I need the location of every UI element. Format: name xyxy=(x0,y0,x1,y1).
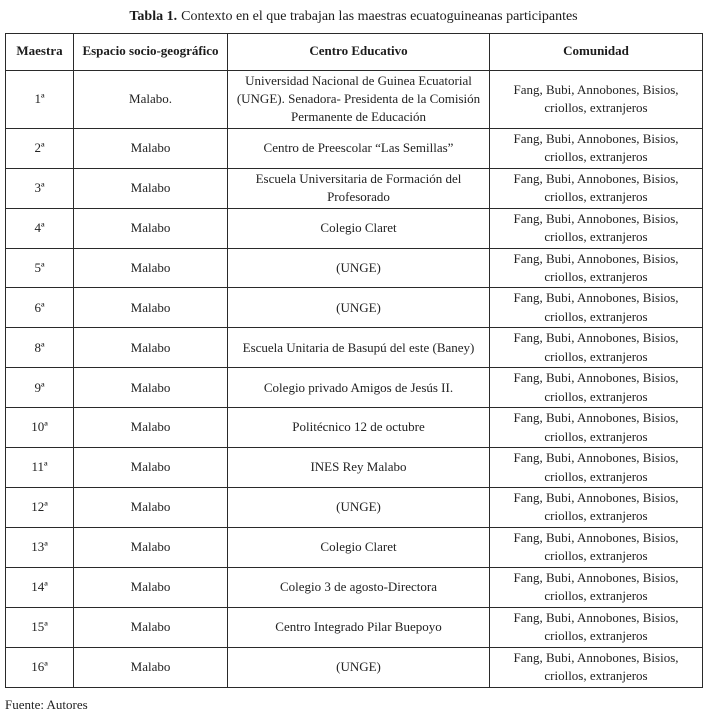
cell-centro: Centro de Preescolar “Las Semillas” xyxy=(228,128,490,168)
table-row xyxy=(6,607,703,647)
cell-comunidad: Fang, Bubi, Annobones, Bisios, criollos, extranjeros xyxy=(490,448,703,488)
table-caption xyxy=(5,8,702,26)
cell-maestra: 1ª xyxy=(6,70,74,128)
cell-comunidad: Fang, Bubi, Annobones, Bisios, criollos, extranjeros xyxy=(490,607,703,647)
column-header-espacio: Espacio socio-geográfico xyxy=(74,33,228,70)
cell-espacio: Malabo xyxy=(74,448,228,488)
table-row xyxy=(6,527,703,567)
cell-centro: (UNGE) xyxy=(228,288,490,328)
cell-maestra: 11ª xyxy=(6,448,74,488)
cell-comunidad: Fang, Bubi, Annobones, Bisios, criollos, extranjeros xyxy=(490,328,703,368)
table-row xyxy=(6,208,703,248)
cell-maestra: 5ª xyxy=(6,248,74,288)
cell-espacio: Malabo xyxy=(74,128,228,168)
cell-maestra: 15ª xyxy=(6,607,74,647)
table-row xyxy=(6,70,703,128)
cell-espacio: Malabo xyxy=(74,368,228,408)
table-row xyxy=(6,248,703,288)
cell-maestra: 2ª xyxy=(6,128,74,168)
column-header-centro: Centro Educativo xyxy=(228,33,490,70)
column-header-comunidad: Comunidad xyxy=(490,33,703,70)
cell-centro: Escuela Universitaria de Formación del Profesorado xyxy=(228,168,490,208)
cell-centro: Colegio 3 de agosto-Directora xyxy=(228,567,490,607)
cell-espacio: Malabo xyxy=(74,647,228,687)
cell-comunidad: Fang, Bubi, Annobones, Bisios, criollos, extranjeros xyxy=(490,208,703,248)
cell-maestra: 9ª xyxy=(6,368,74,408)
cell-comunidad: Fang, Bubi, Annobones, Bisios, criollos, extranjeros xyxy=(490,408,703,448)
cell-espacio: Malabo xyxy=(74,208,228,248)
source-note: Fuente: Autores xyxy=(5,696,88,712)
table-header xyxy=(6,33,703,70)
cell-centro: Colegio privado Amigos de Jesús II. xyxy=(228,368,490,408)
cell-comunidad: Fang, Bubi, Annobones, Bisios, criollos, extranjeros xyxy=(490,128,703,168)
cell-espacio: Malabo xyxy=(74,248,228,288)
cell-centro: Universidad Nacional de Guinea Ecuatorial (UNGE). Senadora- Presidenta de la Comisión Permanente de Educación xyxy=(228,70,490,128)
cell-espacio: Malabo xyxy=(74,567,228,607)
table-caption-text: Contexto en el que trabajan las maestras ecuatoguineanas participantes xyxy=(181,9,578,24)
cell-comunidad: Fang, Bubi, Annobones, Bisios, criollos, extranjeros xyxy=(490,70,703,128)
cell-comunidad: Fang, Bubi, Annobones, Bisios, criollos, extranjeros xyxy=(490,527,703,567)
table-row xyxy=(6,368,703,408)
table-row xyxy=(6,128,703,168)
cell-maestra: 6ª xyxy=(6,288,74,328)
table-caption-label: Tabla 1. xyxy=(129,9,178,24)
table-row xyxy=(6,328,703,368)
cell-espacio: Malabo xyxy=(74,607,228,647)
cell-espacio: Malabo xyxy=(74,488,228,528)
cell-comunidad: Fang, Bubi, Annobones, Bisios, criollos, extranjeros xyxy=(490,647,703,687)
cell-espacio: Malabo xyxy=(74,527,228,567)
cell-centro: Centro Integrado Pilar Buepoyo xyxy=(228,607,490,647)
cell-comunidad: Fang, Bubi, Annobones, Bisios, criollos, extranjeros xyxy=(490,488,703,528)
cell-centro: Escuela Unitaria de Basupú del este (Baney) xyxy=(228,328,490,368)
cell-maestra: 16ª xyxy=(6,647,74,687)
cell-maestra: 14ª xyxy=(6,567,74,607)
cell-comunidad: Fang, Bubi, Annobones, Bisios, criollos, extranjeros xyxy=(490,567,703,607)
cell-maestra: 12ª xyxy=(6,488,74,528)
cell-centro: INES Rey Malabo xyxy=(228,448,490,488)
table-row xyxy=(6,448,703,488)
cell-centro: (UNGE) xyxy=(228,647,490,687)
cell-comunidad: Fang, Bubi, Annobones, Bisios, criollos, extranjeros xyxy=(490,368,703,408)
cell-comunidad: Fang, Bubi, Annobones, Bisios, criollos, extranjeros xyxy=(490,168,703,208)
cell-maestra: 3ª xyxy=(6,168,74,208)
cell-centro: Politécnico 12 de octubre xyxy=(228,408,490,448)
table-row xyxy=(6,567,703,607)
cell-espacio: Malabo xyxy=(74,408,228,448)
cell-centro: Colegio Claret xyxy=(228,527,490,567)
cell-maestra: 10ª xyxy=(6,408,74,448)
table-header-row xyxy=(6,33,703,70)
cell-centro: Colegio Claret xyxy=(228,208,490,248)
cell-comunidad: Fang, Bubi, Annobones, Bisios, criollos, extranjeros xyxy=(490,248,703,288)
cell-maestra: 13ª xyxy=(6,527,74,567)
cell-centro: (UNGE) xyxy=(228,488,490,528)
table-body xyxy=(6,70,703,687)
cell-centro: (UNGE) xyxy=(228,248,490,288)
cell-espacio: Malabo xyxy=(74,168,228,208)
table-row xyxy=(6,408,703,448)
table-row xyxy=(6,647,703,687)
cell-maestra: 4ª xyxy=(6,208,74,248)
table-row xyxy=(6,168,703,208)
context-table xyxy=(5,33,703,688)
cell-comunidad: Fang, Bubi, Annobones, Bisios, criollos, extranjeros xyxy=(490,288,703,328)
cell-espacio: Malabo xyxy=(74,328,228,368)
column-header-maestra: Maestra xyxy=(6,33,74,70)
table-row xyxy=(6,488,703,528)
table-row xyxy=(6,288,703,328)
cell-maestra: 8ª xyxy=(6,328,74,368)
cell-espacio: Malabo. xyxy=(74,70,228,128)
cell-espacio: Malabo xyxy=(74,288,228,328)
